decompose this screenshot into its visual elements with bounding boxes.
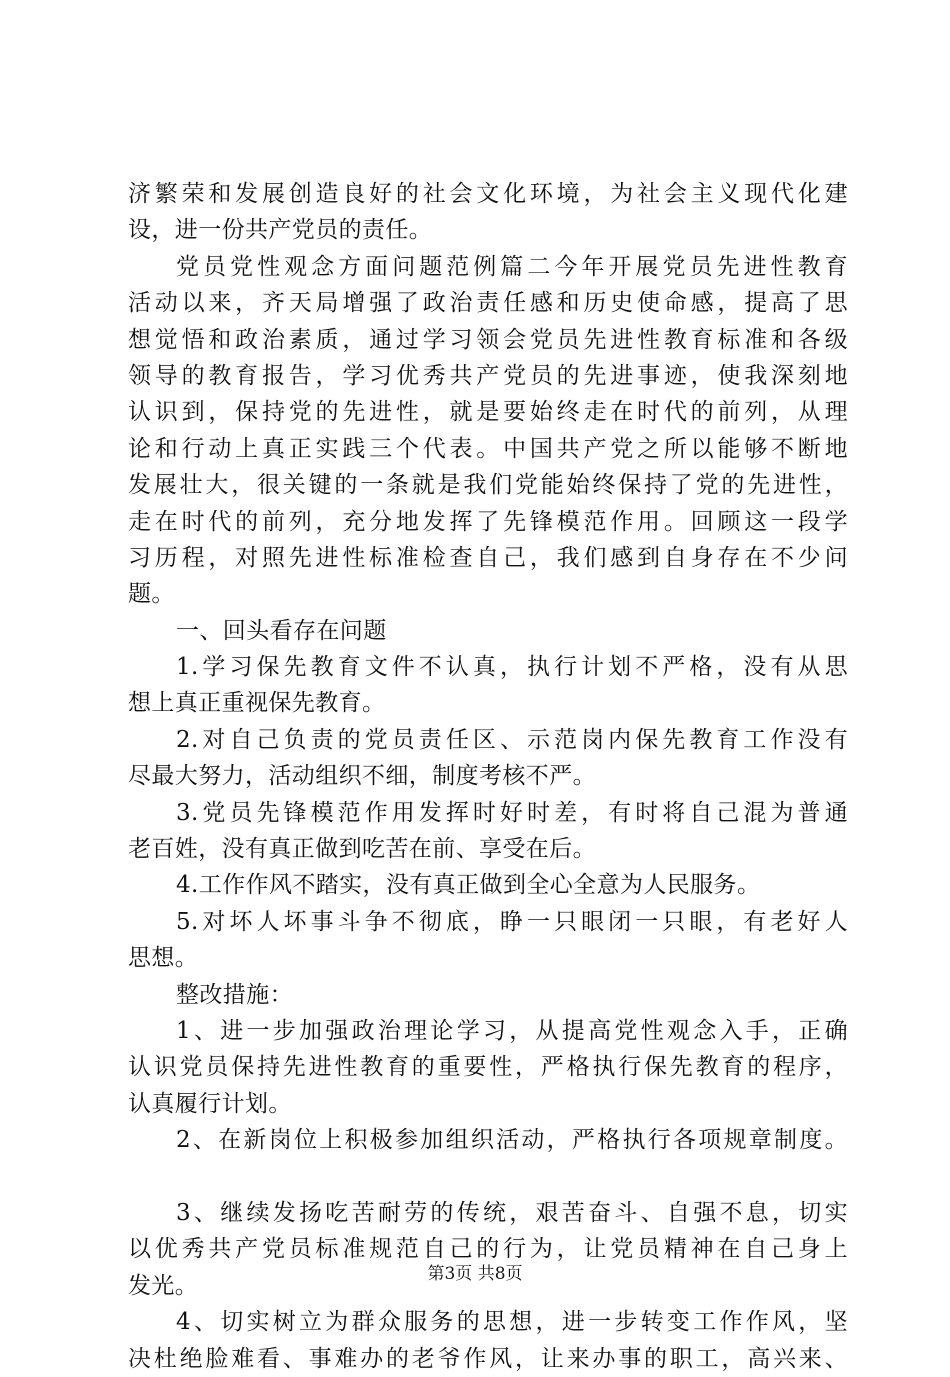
list-item-line: 1、进一步加强政治理论学习，从提高党性观念入手，正确 [176, 1017, 848, 1044]
list-item-line: 3、继续发扬吃苦耐劳的传统，艰苦奋斗、自强不息，切实 [176, 1199, 848, 1226]
list-item-line: 认识党员保持先进性教育的重要性，严格执行保先教育的程序， [128, 1054, 848, 1081]
list-item-line: 1.学习保先教育文件不认真，执行计划不严格，没有从思 [176, 654, 848, 681]
paragraph-line: 党员党性观念方面问题范例篇二今年开展党员先进性教育 [176, 253, 848, 280]
paragraph-line: 习历程，对照先进性标准检查自己，我们感到自身存在不少问 [128, 544, 848, 571]
list-item-line: 认真履行计划。 [128, 1090, 292, 1117]
paragraph-line: 领导的教育报告，学习优秀共产党员的先进事迹，使我深刻地 [128, 362, 848, 389]
list-item-line: 老百姓，没有真正做到吃苦在前、享受在后。 [128, 836, 596, 863]
list-item-line: 2、在新岗位上积极参加组织活动，严格执行各项规章制度。 [176, 1127, 848, 1154]
list-item-line: 决杜绝脸难看、事难办的老爷作风，让来办事的职工，高兴来、 [128, 1345, 848, 1372]
paragraph-line: 设，进一份共产党员的责任。 [128, 217, 433, 244]
list-item-line: 4、切实树立为群众服务的思想，进一步转变工作作风，坚 [176, 1309, 848, 1336]
section-heading: 一、回头看存在问题 [176, 617, 387, 644]
paragraph-line: 认识到，保持党的先进性，就是要始终走在时代的前列，从理 [128, 399, 848, 426]
paragraph-line: 想觉悟和政治素质，通过学习领会党员先进性教育标准和各级 [128, 326, 848, 353]
list-item-line: 5.对坏人坏事斗争不彻底，睁一只眼闭一只眼，有老好人 [176, 908, 848, 935]
paragraph-line: 论和行动上真正实践三个代表。中国共产党之所以能够不断地 [128, 435, 848, 462]
list-item-line: 想上真正重视保先教育。 [128, 690, 386, 717]
document-body [128, 176, 848, 1377]
paragraph-line: 活动以来，齐天局增强了政治责任感和历史使命感，提高了思 [128, 290, 848, 317]
list-item-line: 尽最大努力，活动组织不细，制度考核不严。 [128, 763, 596, 790]
list-item-line: 2.对自己负责的党员责任区、示范岗内保先教育工作没有 [176, 726, 848, 753]
list-item-line: 4.工作作风不踏实，没有真正做到全心全意为人民服务。 [176, 872, 761, 899]
list-item-line: 3.党员先锋模范作用发挥时好时差，有时将自己混为普通 [176, 799, 848, 826]
list-item-line: 思想。 [128, 945, 199, 972]
list-item-line: 以优秀共产党员标准规范自己的行为，让党员精神在自己身上 [128, 1236, 848, 1263]
paragraph-line: 题。 [128, 581, 175, 608]
blank-line [128, 1159, 848, 1195]
paragraph-line: 济繁荣和发展创造良好的社会文化环境，为社会主义现代化建 [128, 181, 848, 207]
page-number-footer: 第3页 共8页 [427, 1264, 523, 1284]
list-item-line: 发光。 [128, 1272, 199, 1299]
paragraph-line: 发展壮大，很关键的一条就是我们党能始终保持了党的先进性， [128, 472, 848, 499]
paragraph-line: 走在时代的前列，充分地发挥了先锋模范作用。回顾这一段学 [128, 508, 848, 535]
section-heading: 整改措施： [176, 981, 293, 1008]
